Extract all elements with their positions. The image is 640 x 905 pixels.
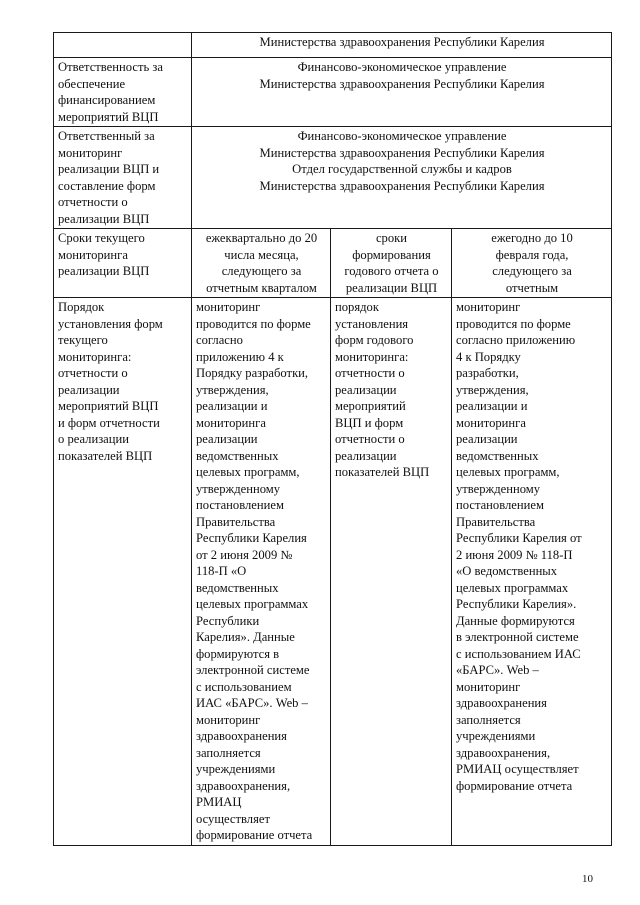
cell-text-line: РМИАЦ <box>196 795 242 809</box>
cell-text-line: Республики Карелия <box>196 531 307 545</box>
cell-text-line: показателей ВЦП <box>58 448 153 463</box>
cell-text-line: Министерства здравоохранения Республики Карелия <box>259 35 545 49</box>
cell-text-line: Финансово-экономическое управление <box>297 60 507 74</box>
cell-text-line: отчетности о <box>58 195 128 209</box>
cell-text-line: целевых программах <box>196 597 309 611</box>
row4-annual-monitoring-cell <box>452 298 612 846</box>
cell-text-line: реализации <box>456 432 518 446</box>
cell-text-line: Министерства здравоохранения Республики Карелия <box>259 178 545 193</box>
cell-text-line: мониторинга <box>58 247 128 262</box>
cell-text-line: Ответственность за <box>58 60 163 74</box>
row2-label-cell <box>54 127 192 229</box>
cell-text-line: Порядку разработки, <box>196 366 309 380</box>
cell-text-line: ежеквартально до 20 <box>205 231 318 245</box>
cell-text-line: отчетным <box>505 280 559 295</box>
row4-annual-label-cell <box>331 298 452 846</box>
cell-text-line: годового отчета о <box>344 264 439 278</box>
cell-text-line: реализации <box>196 432 258 446</box>
cell-text-line: согласно <box>196 333 243 347</box>
row3-quarterly-cell <box>192 229 331 298</box>
cell-text-line: «БАРС». Web – <box>456 663 539 677</box>
cell-text-line: здравоохранения, <box>456 745 551 760</box>
cell-text-line: здравоохранения, <box>196 778 291 793</box>
cell-text-line: форм годового <box>335 333 414 347</box>
cell-text-line: проводится по форме <box>196 316 311 331</box>
cell-text-line: формирование отчета <box>456 778 573 793</box>
cell-text-line: о реализации <box>58 432 129 446</box>
cell-text-line: реализации ВЦП <box>58 211 150 226</box>
cell-text-line: формируются в <box>196 646 280 661</box>
cell-text-line: проводится по форме <box>456 316 571 331</box>
cell-text-line: РМИАЦ осуществляет <box>456 762 579 776</box>
cell-text-line: Республики <box>196 613 260 628</box>
cell-text-line: текущего <box>58 333 108 347</box>
cell-text-line: показателей ВЦП <box>335 465 430 479</box>
cell-text-line: формирование отчета <box>196 828 313 842</box>
cell-text-line: электронной системе <box>196 663 310 677</box>
cell-text-line: реализации <box>335 382 397 397</box>
cell-text-line: финансированием <box>58 93 156 107</box>
cell-text-line: 118-П «О <box>196 564 247 578</box>
cell-text-line: мониторинг <box>456 679 521 694</box>
cell-text-line: Республики Карелия от <box>456 531 582 545</box>
cell-text-line: 4 к Порядку <box>456 349 521 364</box>
cell-text-line: «О ведомственных <box>456 564 558 578</box>
cell-text-line: 2 июня 2009 № 118-П <box>456 547 573 562</box>
cell-text-line: порядок <box>335 300 379 314</box>
cell-text-line: Правительства <box>456 514 536 529</box>
cell-text-line: отчетным кварталом <box>206 280 317 295</box>
cell-text-line: Порядок <box>58 300 105 314</box>
cell-text-line: мероприятий ВЦП <box>58 399 159 413</box>
table-row <box>54 229 612 298</box>
cell-text-line: целевых программ, <box>456 465 560 479</box>
cell-text-line: ИАС «БАРС». Web – <box>196 696 308 710</box>
row0-label-cell <box>54 33 192 58</box>
cell-text-line: отчетности о <box>58 366 128 380</box>
cell-text-line: февраля года, <box>495 247 569 262</box>
cell-text-line: целевых программ, <box>196 465 300 479</box>
cell-text-line: приложению 4 к <box>196 349 284 364</box>
cell-text-line: отчетности о <box>335 366 405 380</box>
cell-text-line: следующего за <box>221 264 302 278</box>
cell-text-line: ежегодно до 10 <box>491 231 573 245</box>
cell-text-line: установления <box>335 316 409 331</box>
cell-text-line: ведомственных <box>456 448 539 463</box>
cell-text-line: следующего за <box>492 264 572 278</box>
cell-text-line: Отдел государственной службы и кадров <box>292 162 512 176</box>
cell-text-line: мониторинг <box>196 300 261 314</box>
cell-text-line: реализации и <box>196 399 268 413</box>
cell-text-line: ведомственных <box>196 448 279 463</box>
cell-text-line: заполняется <box>196 745 261 760</box>
cell-text-line: от 2 июня 2009 № <box>196 547 293 562</box>
row4-current-monitoring-cell <box>192 298 331 846</box>
table-row <box>54 58 612 127</box>
cell-text-line: мероприятий <box>335 399 406 413</box>
row1-value-cell <box>192 58 612 127</box>
cell-text-line: реализации <box>335 448 397 463</box>
cell-text-line: мониторинга: <box>58 349 132 364</box>
cell-text-line: Республики Карелия». <box>456 597 577 611</box>
cell-text-line: утвержденному <box>196 481 281 496</box>
cell-text-line: Карелия». Данные <box>196 630 295 644</box>
cell-text-line: Сроки текущего <box>58 231 145 245</box>
cell-text-line: реализации ВЦП <box>345 280 438 295</box>
cell-text-line: ведомственных <box>196 580 279 595</box>
row3-label-cell <box>54 229 192 298</box>
cell-text-line: Финансово-экономическое управление <box>297 129 507 143</box>
cell-text-line: реализации и <box>456 399 528 413</box>
cell-text-line: учреждениями <box>196 762 276 776</box>
cell-text-line: отчетности о <box>335 432 405 446</box>
cell-text-line: с использованием ИАС <box>456 646 581 661</box>
cell-text-line: осуществляет <box>196 811 270 826</box>
cell-text-line: заполняется <box>456 712 521 727</box>
table-row <box>54 127 612 229</box>
cell-text-line: мониторинг <box>58 145 123 160</box>
cell-text-line: мероприятий ВЦП <box>58 109 159 124</box>
cell-text-line: реализации ВЦП <box>58 264 150 278</box>
cell-text-line: в электронной системе <box>456 630 579 644</box>
cell-text-line: разработки, <box>456 366 519 380</box>
table-row <box>54 33 612 58</box>
cell-text-line: Министерства здравоохранения Республики Карелия <box>259 145 545 160</box>
cell-text-line: здравоохранения <box>456 696 547 710</box>
cell-text-line: реализации <box>58 382 120 397</box>
row4-label-cell <box>54 298 192 846</box>
cell-text-line: и форм отчетности <box>58 415 160 430</box>
cell-text-line: здравоохранения <box>196 729 287 743</box>
cell-text-line: постановлением <box>196 498 284 512</box>
cell-text-line: мониторинга <box>456 415 526 430</box>
cell-text-line: утверждения, <box>196 382 269 397</box>
cell-text-line: обеспечение <box>58 76 126 91</box>
cell-text-line: ВЦП и форм <box>335 415 404 430</box>
cell-text-line: Министерства здравоохранения Республики Карелия <box>259 76 545 91</box>
cell-text-line: согласно приложению <box>456 333 576 347</box>
row0-value-cell <box>192 33 612 58</box>
cell-text-line: утверждения, <box>456 382 529 397</box>
cell-text-line: мониторинга: <box>335 349 409 364</box>
cell-text-line: числа месяца, <box>224 247 299 262</box>
implementation-table <box>53 32 612 846</box>
cell-text-line: постановлением <box>456 498 544 512</box>
cell-text-line: реализации ВЦП и <box>58 162 160 176</box>
page-number: 10 <box>582 873 593 885</box>
cell-text-line: Правительства <box>196 514 276 529</box>
row3-annual-label-cell <box>331 229 452 298</box>
cell-text-line: с использованием <box>196 679 292 694</box>
cell-text-line: составление форм <box>58 178 156 193</box>
cell-text-line: утвержденному <box>456 481 541 496</box>
cell-text-line: целевых программах <box>456 580 569 595</box>
row3-annual-cell <box>452 229 612 298</box>
row2-value-cell <box>192 127 612 229</box>
cell-text-line: учреждениями <box>456 729 536 743</box>
cell-text-line: Данные формируются <box>456 613 575 628</box>
cell-text-line: мониторинга <box>196 415 266 430</box>
cell-text-line: формирования <box>352 247 431 262</box>
cell-text-line: сроки <box>375 231 408 245</box>
cell-text-line: установления форм <box>58 316 163 331</box>
row1-label-cell <box>54 58 192 127</box>
cell-text-line: мониторинг <box>456 300 521 314</box>
table-row <box>54 298 612 846</box>
cell-text-line: Ответственный за <box>58 129 155 143</box>
cell-text-line: мониторинг <box>196 712 261 727</box>
